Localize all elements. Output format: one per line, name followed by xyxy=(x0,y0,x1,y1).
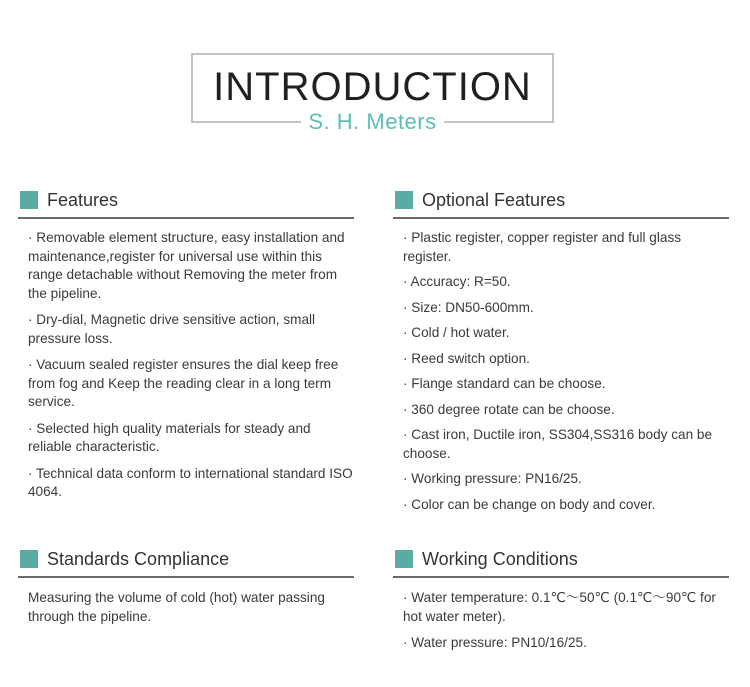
list-item: · Water pressure: PN10/16/25. xyxy=(403,635,587,650)
section-header xyxy=(393,189,729,219)
section-title: Optional Features xyxy=(422,190,566,210)
section-body xyxy=(18,219,354,502)
list-item: · Working pressure: PN16/25. xyxy=(403,471,582,486)
list-item: · Vacuum sealed register ensures the dial keep free from fog and Keep the reading clear in a long term service. xyxy=(28,357,339,409)
section-working-conditions xyxy=(393,548,729,661)
section-header xyxy=(18,189,354,219)
brand-name: S. H. Meters xyxy=(304,109,440,134)
paragraph: Measuring the volume of cold (hot) water passing through the pipeline. xyxy=(28,590,325,624)
list-item: · Selected high quality materials for steady and reliable characteristic. xyxy=(28,420,311,454)
section-body xyxy=(393,578,729,653)
list-item: · Technical data conform to international standard ISO 4064. xyxy=(28,465,353,499)
page-title: INTRODUCTION xyxy=(213,65,532,109)
square-bullet-icon xyxy=(20,191,38,209)
list-item: · Cast iron, Ductile iron, SS304,SS316 body can be choose. xyxy=(403,427,713,461)
section-standards-compliance xyxy=(18,548,354,634)
list-item: · Water temperature: 0.1℃～50℃ (0.1℃～90℃ for hot water meter). xyxy=(403,590,716,624)
section-optional-features xyxy=(393,189,729,521)
list-item: · Removable element structure, easy installation and maintenance,register for universal use within this range detachable without Removing the meter from the pipeline. xyxy=(28,230,345,301)
list-item: · Size: DN50-600mm. xyxy=(403,299,534,315)
list-item: · Dry-dial, Magnetic drive sensitive action, small pressure loss. xyxy=(28,312,316,346)
section-title: Working Conditions xyxy=(422,549,578,569)
section-header xyxy=(18,548,354,578)
section-features xyxy=(18,189,354,510)
list-item: · Accuracy: R=50. xyxy=(403,274,511,289)
brand-subtitle xyxy=(191,110,554,134)
subtitle-row xyxy=(191,110,554,134)
section-title: Features xyxy=(47,190,119,210)
list-item: · Color can be change on body and cover. xyxy=(403,496,656,512)
square-bullet-icon xyxy=(395,191,413,209)
list-item: · Plastic register, copper register and full glass register. xyxy=(403,230,682,264)
list-item: · 360 degree rotate can be choose. xyxy=(403,401,615,417)
square-bullet-icon xyxy=(395,550,413,568)
section-body xyxy=(18,578,354,626)
square-bullet-icon xyxy=(20,550,38,568)
section-body xyxy=(393,219,729,514)
list-item: · Cold / hot water. xyxy=(403,325,510,340)
section-header xyxy=(393,548,729,578)
section-title: Standards Compliance xyxy=(47,549,230,569)
list-item: · Reed switch option. xyxy=(403,350,530,366)
list-item: · Flange standard can be choose. xyxy=(403,376,606,391)
